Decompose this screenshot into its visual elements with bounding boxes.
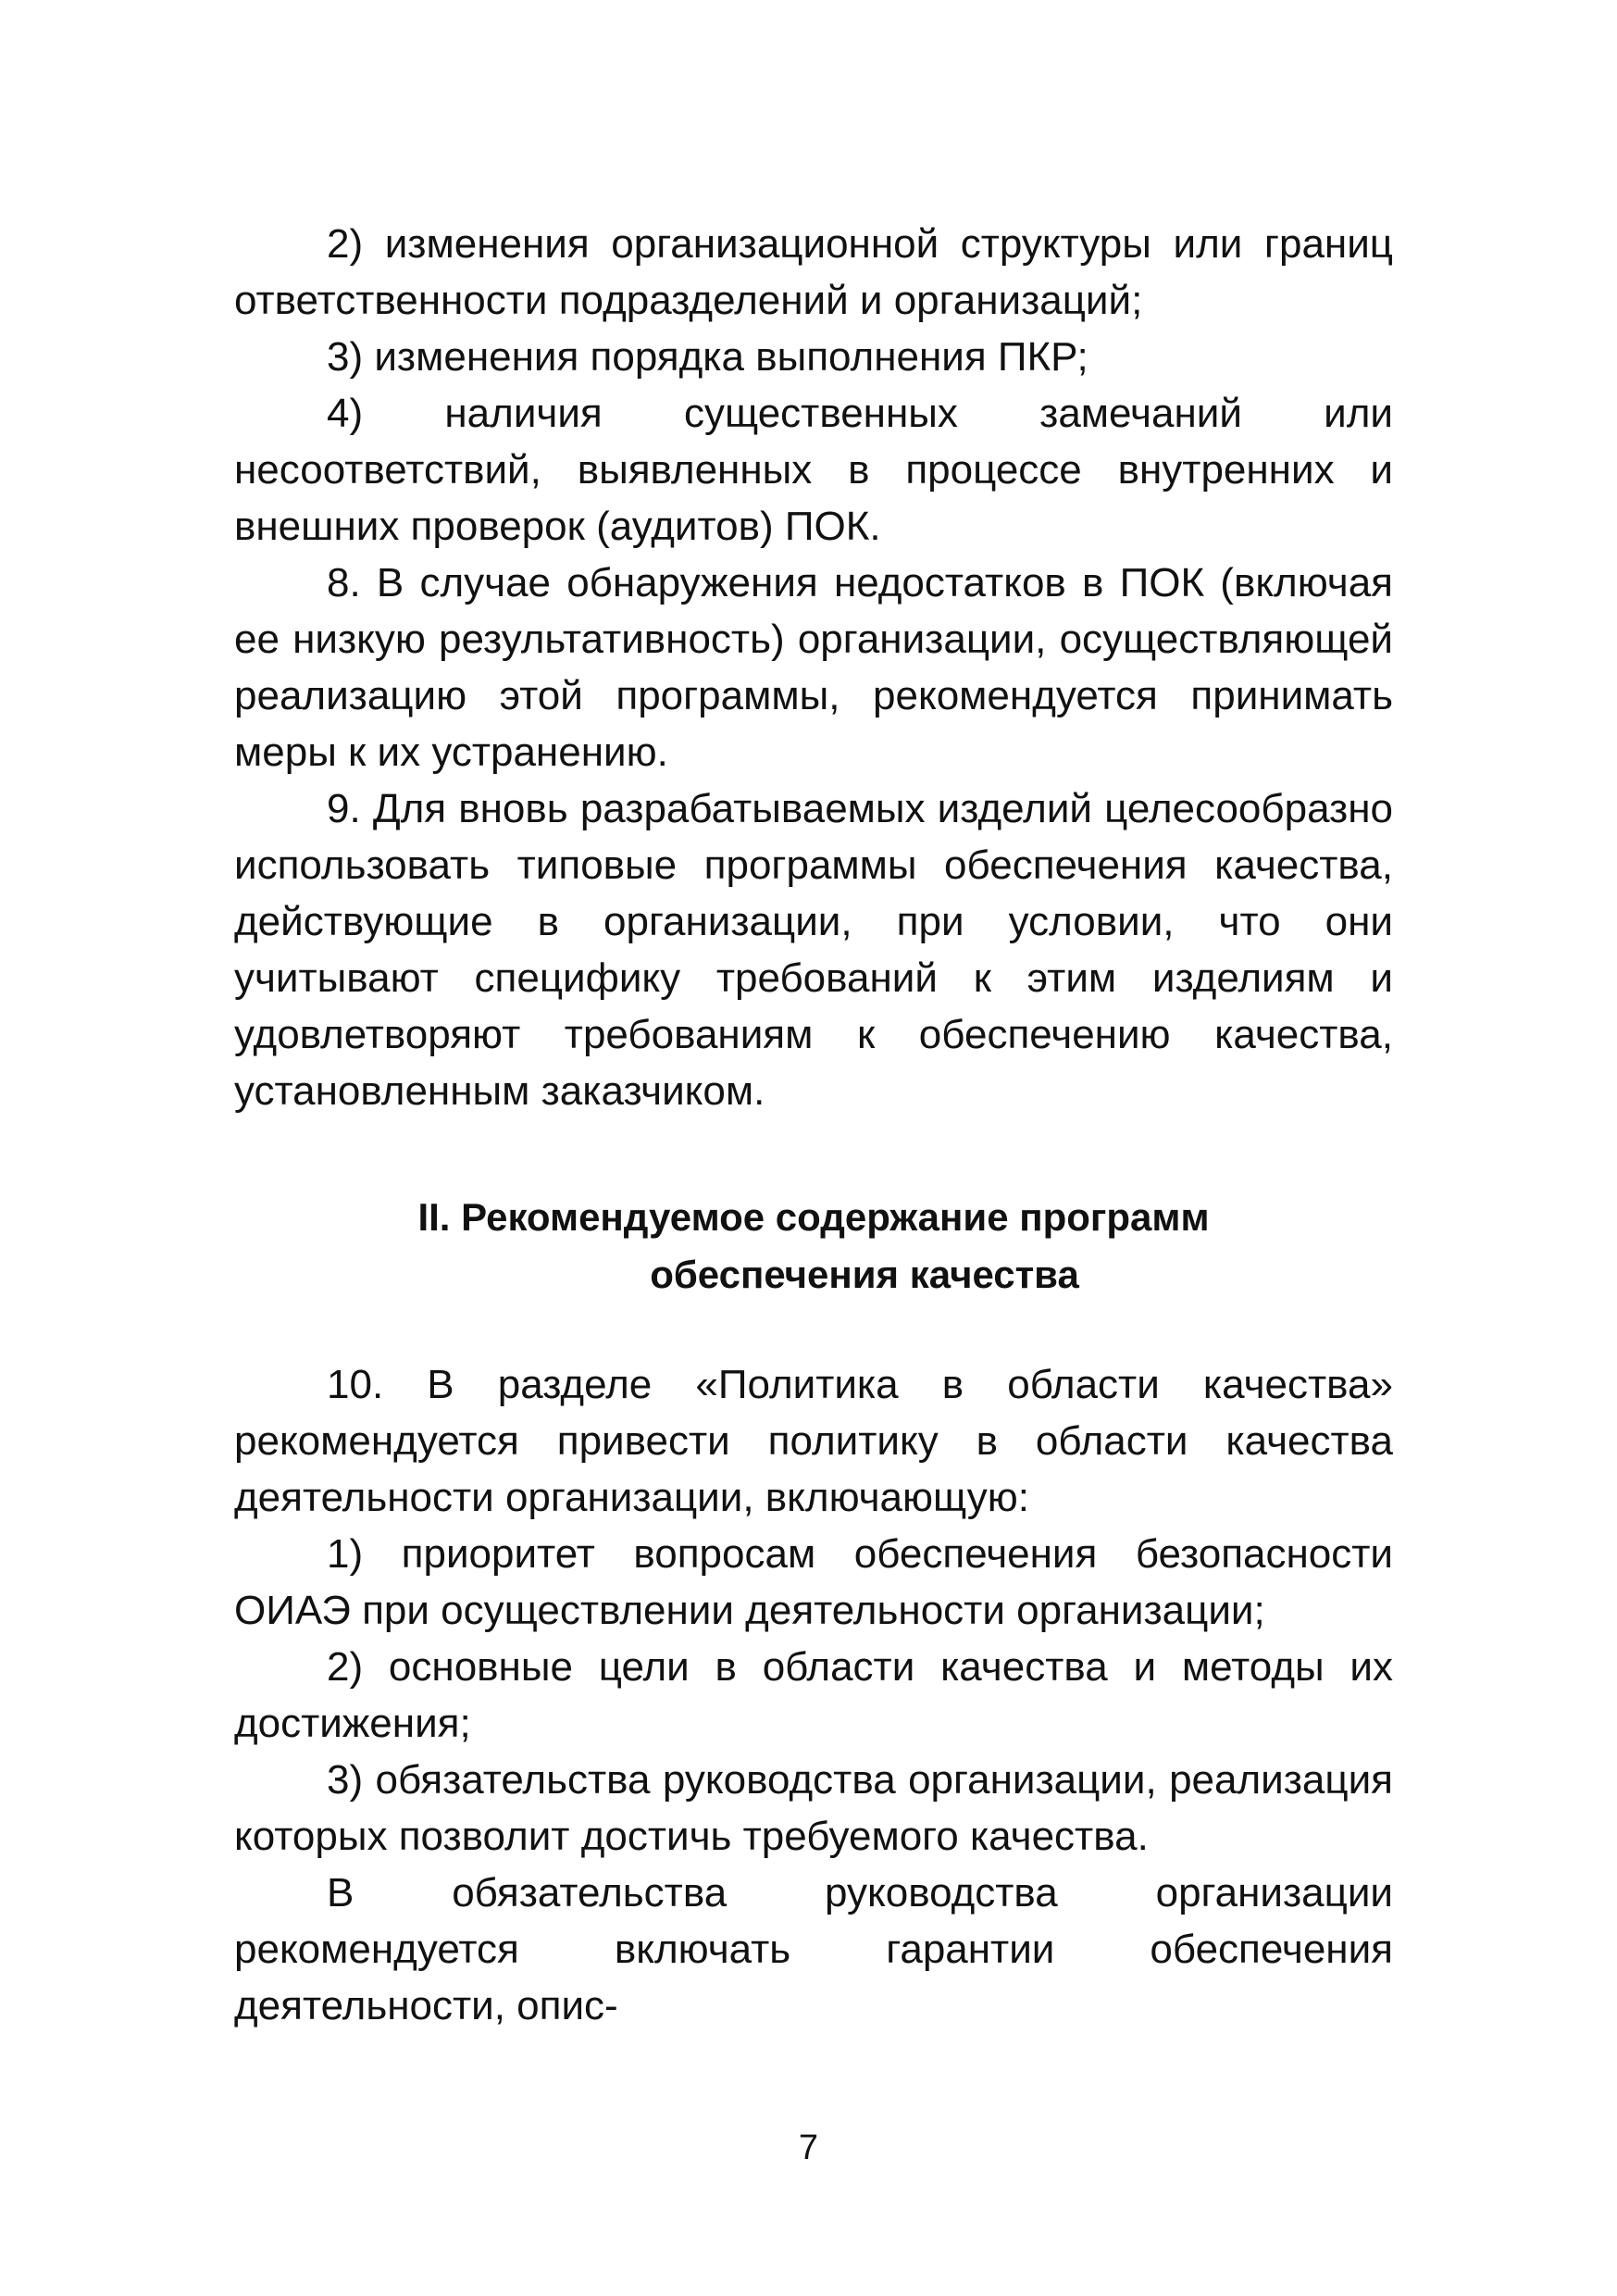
paragraph-item-3: 3) изменения порядка выполнения ПКР; [327,334,1088,380]
paragraph-clause-9: 9. Для вновь разрабатываемых изделий целесообразно использовать типовые программы обеспечения качества, действующие в организации, при условии, что они учитывают специфику требований к этим изделиям и удовлетворяют требованиям к обеспечению качества, установленным заказчиком. [234,786,1393,1114]
paragraph-sub-1: 1) приоритет вопросам обеспечения безопасности ОИАЭ при осуществлении деятельности организации; [234,1531,1393,1633]
section-heading-line-1: II. Рекомендуемое содержание программ [417,1195,1210,1239]
paragraph-obligations: В обязательства руководства организации рекомендуется включать гарантии обеспечения деятельности, опис- [234,1870,1393,2028]
body-text-upper [234,216,1393,1119]
paragraph-clause-10: 10. В разделе «Политика в области качества» рекомендуется привести политику в области качества деятельности организации, включающую: [234,1362,1393,1520]
section-heading [234,1189,1393,1304]
section-heading-line-2: обеспечения качества [650,1253,1079,1296]
paragraph-sub-3: 3) обязательства руководства организации, реализация которых позволит достичь требуемого качества. [234,1757,1393,1859]
paragraph-sub-2: 2) основные цели в области качества и методы их достижения; [234,1644,1393,1746]
paragraph-item-4: 4) наличия существенных замечаний или несоответствий, выявленных в процессе внутренних и внешних проверок (аудитов) ПОК. [234,391,1393,549]
body-text-lower [234,1356,1393,2034]
page-number: 7 [798,2128,819,2167]
paragraph-item-2: 2) изменения организационной структуры или границ ответственности подразделений и организаций; [234,221,1393,323]
paragraph-clause-8: 8. В случае обнаружения недостатков в ПОК (включая ее низкую результативность) организации, осуществляющей реализацию этой программы, рекомендуется принимать меры к их устранению. [234,560,1393,775]
